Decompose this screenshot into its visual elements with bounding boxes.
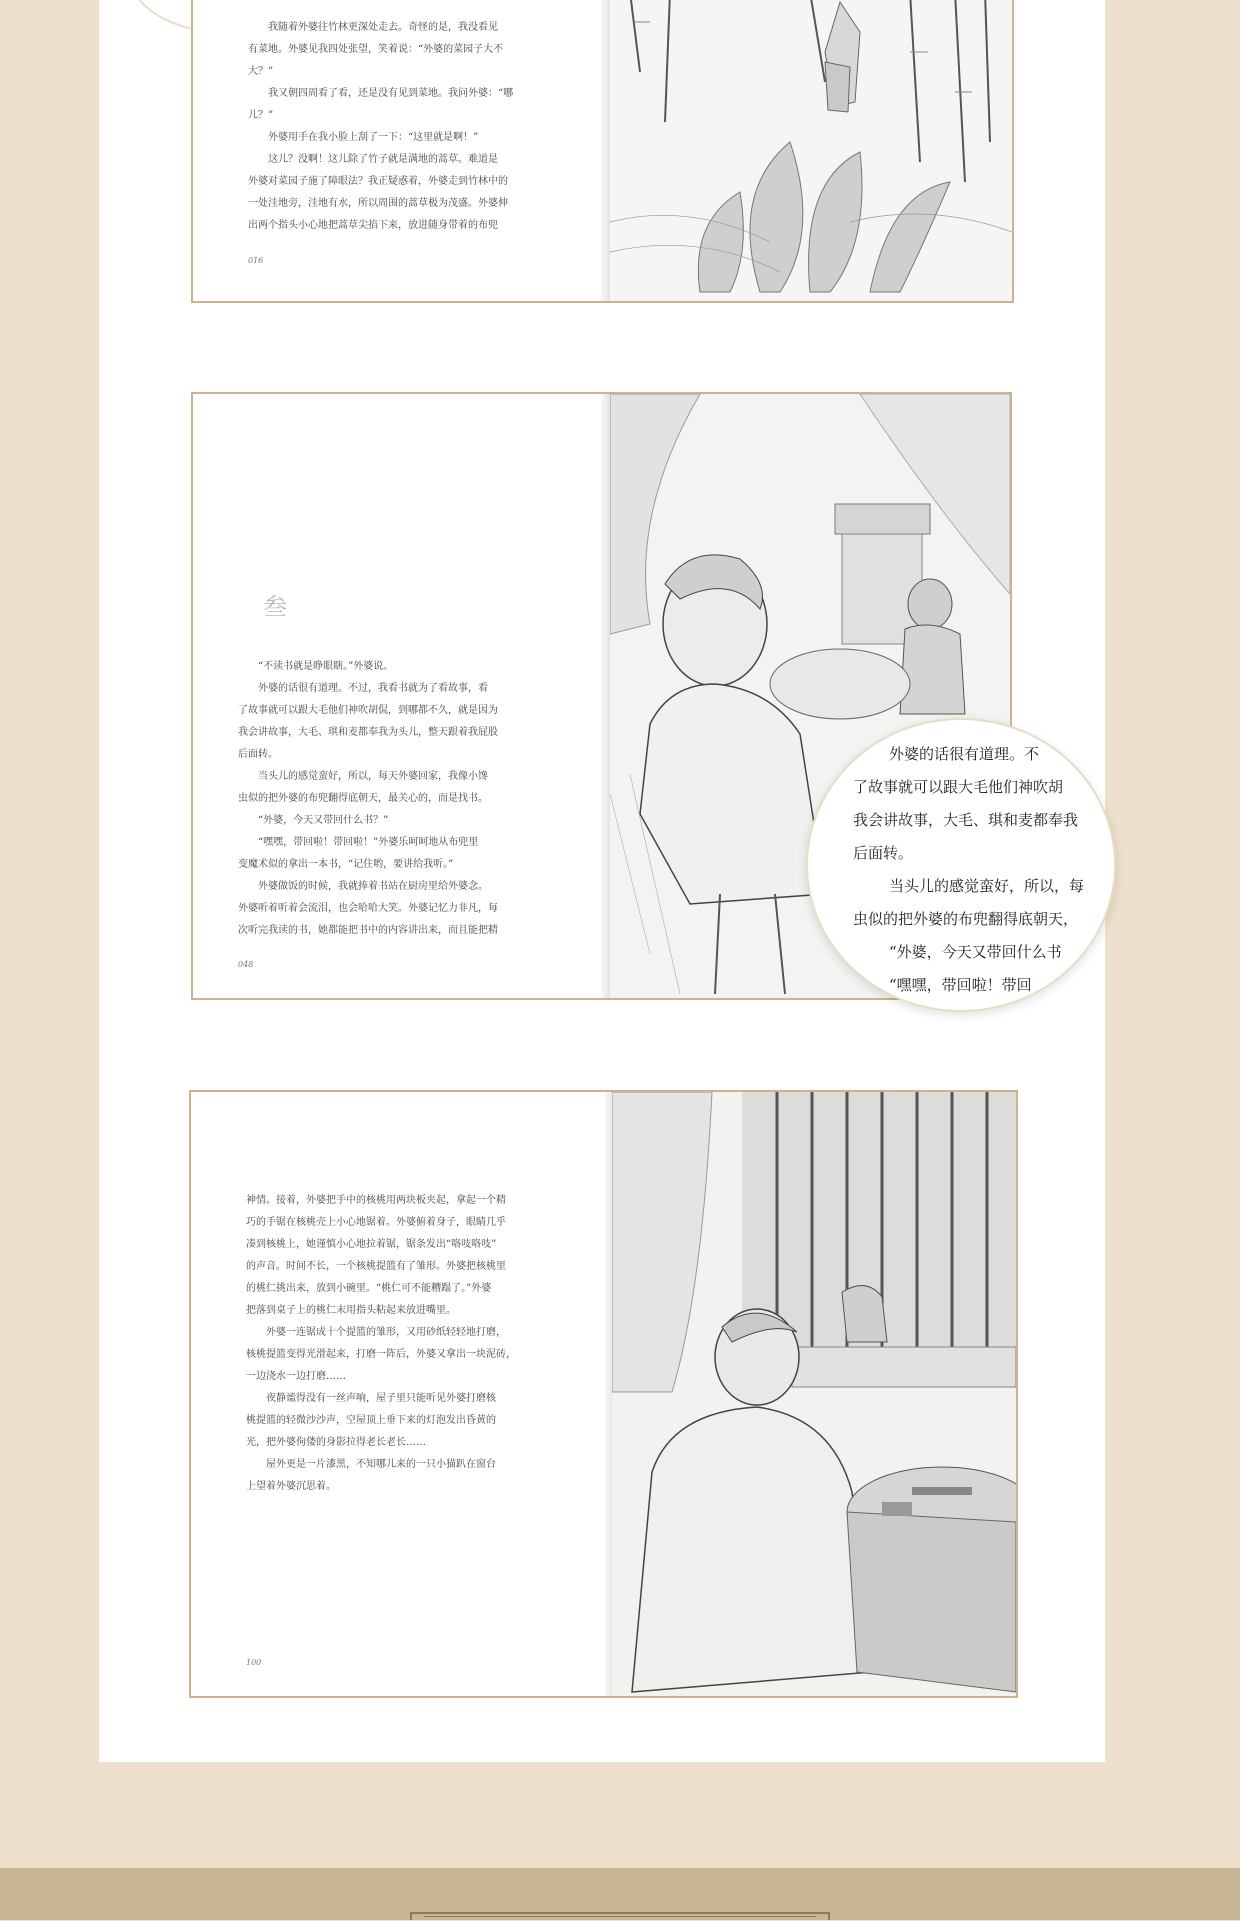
illustration-page — [610, 0, 1012, 301]
body-text — [238, 656, 498, 942]
text-line: “外婆，今天又带回什么书 — [889, 943, 1062, 961]
text-line: 的声音。时间不长，一个核桃提篮有了雏形。外婆把核桃里 — [246, 1261, 506, 1272]
text-line: 桃提篮的轻微沙沙声，空屋顶上垂下来的灯泡发出昏黄的 — [246, 1415, 496, 1426]
text-line: 这儿？没啊！这儿除了竹子就是满地的蒿草。难道是 — [268, 154, 498, 165]
text-line: 当头儿的感觉蛮好，所以，每 — [889, 877, 1085, 895]
text-line: 次听完我读的书，她都能把书中的内容讲出来，而且能把精 — [238, 925, 498, 936]
text-line: “外婆，今天又带回什么书？” — [258, 815, 389, 826]
text-line: “嘿嘿，带回啦！带回 — [889, 976, 1032, 994]
text-line: 虫似的把外婆的布兜翻得底朝天， — [853, 910, 1079, 928]
text-page — [191, 1092, 612, 1696]
text-line: 当头儿的感觉蛮好，所以，每天外婆回家，我像小馋 — [258, 771, 488, 782]
text-line: 出两个指头小心地把蒿草尖掐下来，放进随身带着的布兜 — [248, 220, 498, 231]
book-spread-3 — [189, 1090, 1018, 1698]
text-line: 外婆用手在我小脸上刮了一下：“这里就是啊！” — [268, 132, 479, 143]
text-line: 外婆做饭的时候，我就捧着书站在厨房里给外婆念。 — [258, 881, 488, 892]
bamboo-forest-illustration — [610, 0, 1012, 301]
page-number: 016 — [248, 256, 264, 265]
text-page — [193, 0, 608, 301]
text-line: 一边浇水一边打磨…… — [246, 1371, 346, 1382]
text-line: 一处洼地旁，洼地有水，所以周围的蒿草极为茂盛。外婆伸 — [248, 198, 508, 209]
text-line: 外婆对菜园子施了障眼法？我正疑惑着，外婆走到竹林中的 — [248, 176, 508, 187]
text-line: 外婆一连锯成十个提篮的雏形，又用砂纸轻轻地打磨， — [266, 1327, 506, 1338]
grandmother-carving-illustration — [612, 1092, 1016, 1696]
book-spread-1 — [191, 0, 1014, 303]
page-number: 048 — [238, 960, 254, 969]
text-line: 外婆的话很有道理。不过，我看书就为了看故事，看 — [258, 683, 488, 694]
illustration-page — [612, 1092, 1016, 1696]
body-text — [246, 1190, 516, 1498]
text-line: 的桃仁挑出来，放到小碗里。“桃仁可不能糟蹋了。”外婆 — [246, 1283, 492, 1294]
text-line: 虫似的把外婆的布兜翻得底朝天，最关心的，而是找书。 — [238, 793, 488, 804]
text-page — [193, 394, 608, 998]
text-line: 我会讲故事，大毛、琪和麦都奉我为头儿，整天跟着我屁股 — [238, 727, 498, 738]
text-magnifier — [806, 718, 1116, 1012]
text-line: 我会讲故事，大毛、琪和麦都奉我 — [853, 811, 1079, 829]
text-line: 上望着外婆沉思着。 — [246, 1481, 336, 1492]
text-line: 屋外更是一片漆黑，不知哪儿来的一只小猫趴在窗台 — [266, 1459, 496, 1470]
magnified-text — [853, 738, 1084, 1002]
footer-frame-inner — [424, 1916, 816, 1921]
text-line: 我又朝四周看了看，还是没有见到菜地。我问外婆：“哪 — [268, 88, 514, 99]
text-line: 外婆的话很有道理。不 — [889, 745, 1040, 763]
text-line: 儿？” — [248, 110, 274, 121]
body-text — [248, 17, 513, 237]
text-line: 巧的手锯在核桃壳上小心地锯着。外婆俯着身子，眼睛几乎 — [246, 1217, 506, 1228]
text-line: 我随着外婆往竹林更深处走去。奇怪的是，我没看见 — [268, 22, 498, 33]
text-line: 了故事就可以跟大毛他们神吹胡侃，到哪都不久，就是因为 — [238, 705, 498, 716]
text-line: 把落到桌子上的桃仁末用指头粘起来放进嘴里。 — [246, 1305, 456, 1316]
text-line: 外婆听着听着会流泪，也会哈哈大笑。外婆记忆力非凡，每 — [238, 903, 498, 914]
text-line: 后面转。 — [853, 844, 914, 862]
text-line: 夜静谧得没有一丝声响，屋子里只能听见外婆打磨核 — [266, 1393, 496, 1404]
text-line: 有菜地。外婆见我四处张望，笑着说：“外婆的菜园子大不 — [248, 44, 504, 55]
text-line: “不读书就是睁眼瞎。”外婆说。 — [258, 661, 394, 672]
text-line: 变魔术似的拿出一本书，“记住哟，要讲给我听。” — [238, 859, 454, 870]
text-line: “嘿嘿，带回啦！带回啦！”外婆乐呵呵地从布兜里 — [258, 837, 479, 848]
text-line: 大？” — [248, 66, 274, 77]
text-line: 凑到核桃上，她谨慎小心地拉着锯，锯条发出“咯吱咯吱” — [246, 1239, 497, 1250]
text-line: 神情。接着，外婆把手中的核桃用两块板夹起，拿起一个精 — [246, 1195, 506, 1206]
text-line: 后面转。 — [238, 749, 278, 760]
text-line: 核桃提篮变得光滑起来，打磨一阵后，外婆又拿出一块泥砖， — [246, 1349, 516, 1360]
chapter-mark: 叁 — [263, 593, 287, 621]
text-line: 光，把外婆佝偻的身影拉得老长老长…… — [246, 1437, 426, 1448]
page-number: 100 — [246, 1658, 262, 1667]
text-line: 了故事就可以跟大毛他们神吹胡 — [853, 778, 1064, 796]
